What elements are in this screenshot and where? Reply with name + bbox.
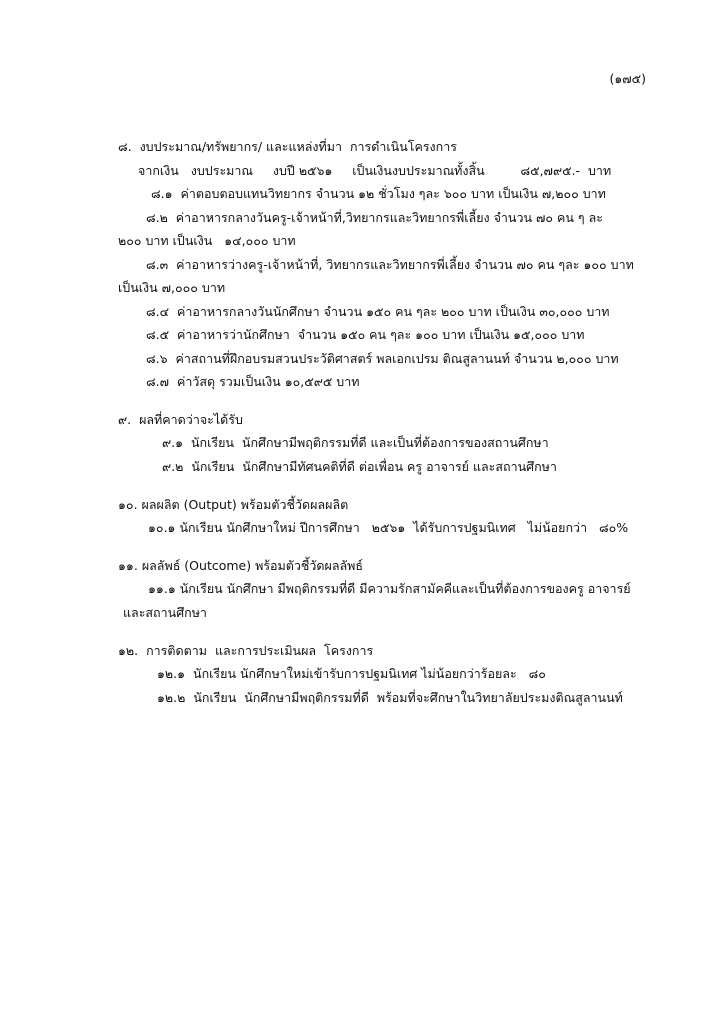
section-8-item-5: ๘.๕ ค่าอาหารว่านักศึกษา จำนวน ๑๕๐ คน ๆละ ๑๐๐ บาท เป็นเงิน ๑๕,๐๐๐ บาท bbox=[146, 327, 585, 342]
section-9-item-1: ๙.๑ นักเรียน นักศึกษามีพฤติกรรมที่ดี และเป็นที่ต้องการของสถานศึกษา bbox=[162, 435, 549, 450]
section-8-item-6: ๘.๖ ค่าสถานที่ฝึกอบรมสวนประวัติศาสตร์ พลเอกเปรม ติณสูลานนท์ จำนวน ๒,๐๐๐ บาท bbox=[146, 351, 619, 366]
section-12-item-1: ๑๒.๑ นักเรียน นักศึกษาใหม่เข้ารับการปฐมนิเทศ ไม่น้อยกว่าร้อยละ ๘๐ bbox=[157, 666, 546, 681]
page-number: (๑๗๕) bbox=[609, 71, 646, 86]
section-8-item-1: ๘.๑ ค่าตอบตอบแทนวิทยากร จำนวน ๑๒ ชั่วโมง ๆละ ๖๐๐ บาท เป็นเงิน ๗,๒๐๐ บาท bbox=[151, 186, 606, 201]
section-12-item-2: ๑๒.๒ นักเรียน นักศึกษามีพฤติกรรมที่ดี พร้อมที่จะศึกษาในวิทยาลัยประมงติณสูลานนท์ bbox=[157, 690, 623, 705]
section-8-funding: จากเงิน งบประมาณ งบปี ๒๕๖๑ เป็นเงินงบประมาณทั้งสิ้น ๘๕,๗๙๕.- บาท bbox=[138, 163, 612, 178]
section-12-heading: ๑๒. การติดตาม และการประเมินผล โครงการ bbox=[118, 643, 374, 658]
section-8-heading: ๘. งบประมาณ/ทรัพยากร/ และแหล่งที่มา การดำเนินโครงการ bbox=[118, 139, 457, 154]
section-11-item-1-cont: และสถานศึกษา bbox=[123, 605, 207, 620]
section-8-item-4: ๘.๔ ค่าอาหารกลางวันนักศึกษา จำนวน ๑๕๐ คน ๆละ ๒๐๐ บาท เป็นเงิน ๓๐,๐๐๐ บาท bbox=[146, 304, 610, 319]
section-8-item-2-cont: ๒๐๐ บาท เป็นเงิน ๑๔,๐๐๐ บาท bbox=[118, 233, 296, 248]
section-9-item-2: ๙.๒ นักเรียน นักศึกษามีทัศนคติที่ดี ต่อเพื่อน ครู อาจารย์ และสถานศึกษา bbox=[162, 459, 557, 474]
section-8-item-7: ๘.๗ ค่าวัสดุ รวมเป็นเงิน ๑๐,๕๙๕ บาท bbox=[146, 374, 360, 389]
section-10-item-1: ๑๐.๑ นักเรียน นักศึกษาใหม่ ปีการศึกษา ๒๕๖๑ ได้รับการปฐมนิเทศ ไม่น้อยกว่า ๘๐% bbox=[148, 520, 629, 535]
section-9-heading: ๙. ผลที่คาดว่าจะได้รับ bbox=[118, 412, 243, 427]
section-11-item-1: ๑๑.๑ นักเรียน นักศึกษา มีพฤติกรรมที่ดี มีความรักสามัคคีและเป็นที่ต้องการของครู อาจารย์ bbox=[148, 581, 631, 596]
section-8-item-3: ๘.๓ ค่าอาหารว่างครู-เจ้าหน้าที่, วิทยากรและวิทยากรพี่เลี้ยง จำนวน ๗๐ คน ๆละ ๑๐๐ บาท bbox=[146, 257, 634, 272]
section-10-heading: ๑๐. ผลผลิต (Output) พร้อมตัวชี้วัดผลผลิต bbox=[118, 497, 349, 512]
section-8-item-2: ๘.๒ ค่าอาหารกลางวันครู-เจ้าหน้าที่,วิทยากรและวิทยากรพี่เลี้ยง จำนวน ๗๐ คน ๆ ละ bbox=[146, 210, 603, 225]
section-8-item-3-cont: เป็นเงิน ๗,๐๐๐ บาท bbox=[118, 280, 226, 295]
section-11-heading: ๑๑. ผลลัพธ์ (Outcome) พร้อมตัวชี้วัดผลลัพธ์ bbox=[118, 558, 364, 573]
